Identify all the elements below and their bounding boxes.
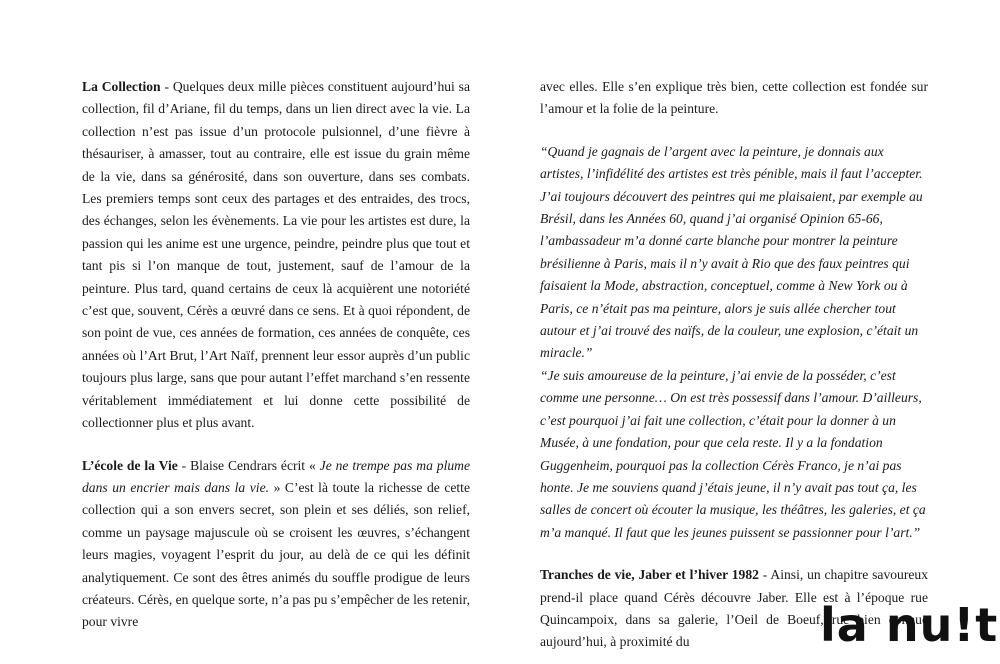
text-ecole-intro: - Blaise Cendrars écrit «: [177, 457, 320, 473]
left-column: [82, 76, 470, 634]
cendrars-quote: Je ne trempe pas ma plume dans un encrier mais dans la vie.: [82, 457, 470, 495]
text-tranches-de-vie: - Ainsi, un chapitre savoureux prend-il place quand Cérès découvre Jaber. Elle est à l’époque rue Quincampoix, dans sa galerie, l’Oeil de Boeuf, rue bien connue aujourd’hui, à proximité du: [540, 567, 928, 650]
quote-amoureuse: “Je suis amoureuse de la peinture, j’ai envie de la posséder, c’est comme une personne… On est très possessif dans l’amour. D’ailleurs, c’est pourquoi j’ai fait une collection, c’était pour la donner à un Musée, à une fondation, pour que cela reste. Il y a la fondation Guggenheim, pourquoi pas la collection Cérès Franco, je n’ai pas honte. Je me souviens quand j’étais jeune, il n’y avait pas tout ça, les salles de concert où écouter la musique, les théâtres, les galeries, et ça m’a manqué. Il faut que les jeunes puissent se passionner pour l’art.”: [540, 367, 926, 540]
text-la-collection: - Quelques deux mille pièces constituent aujourd’hui sa collection, fil d’Ariane, fil du temps, dans un lien direct avec la vie. La collection n’est pas issue d’un protocole pulsionnel, d’une fièvre à thésauriser, à amasser, tout au contraire, elle est issue du grain même de la vie, dans sa générosité, dans son ouverture, dans ses combats. Les premiers temps sont ceux des partages et des entraides, des trocs, des échanges, selon les évènements. La vie pour les artistes est dure, la passion qui les anime est une urgence, peindre, peindre plus que tout et tant pis si l’on manque de tout, justement, sauf de l’amour de la peinture. Plus tard, quand certains de ceux là acquièrent une notoriété c’est que, souvent, Cérès a œuvré dans ce sens. Et à quoi répondent, de son point de vue, ces années de formation, ces années de conquête, ces années où l’Art Brut, l’Art Naïf, prennent leur essor auprès d’un public toujours plus large, sans que pour autant l’effet marchand s’en ressente véritablement immédiatement et lui donne cette possibilité de collectionner plus et plus avant.: [82, 79, 470, 431]
right-column: [540, 76, 928, 654]
text-ecole-de-la-vie: » C’est là toute la richesse de cette collection qui a son envers secret, son plein et ses déliés, son relief, comme un paysage majuscule où se croisent les œuvres, s’échangent leurs magies, voyagent l’esprit du jour, au delà de ce qui les définit analytiquement. Ce sont des êtres animés du souffle prodigue de leurs créateurs. Cérès, en quelque sorte, n’a pas pu s’empêcher de les retenir, pour vivre: [82, 479, 470, 630]
heading-la-collection: La Collection: [82, 79, 161, 94]
paragraph-continuation: avec elles. Elle s’en explique très bien, cette collection est fondée sur l’amour et la folie de la peinture.: [540, 79, 928, 117]
la-nuit-logo: la nu!t: [820, 598, 999, 652]
heading-ecole-de-la-vie: L’école de la Vie: [82, 457, 178, 473]
paragraph-la-collection: [82, 76, 470, 435]
quote-peintres: “Quand je gagnais de l’argent avec la peinture, je donnais aux artistes, l’infidélité des artistes est très pénible, mais il faut l’accepter. J’ai toujours découvert des peintres qui me plaisaient, par exemple au Brésil, dans les Années 60, quand j’ai organisé Opinion 65-66, l’ambassadeur m’a donné carte blanche pour montrer la peinture brésilienne à Paris, mais il n’y avait à Rio que des faux peintres qui faisaient la Mode, abstraction, conceptuel, comme à New York ou à Paris, ce n’était pas ma peinture, alors je suis allée chercher tout autour et j’ai trouvé des naïfs, de la couleur, une explosion, c’était un miracle.”: [540, 143, 923, 361]
heading-tranches-de-vie: Tranches de vie, Jaber et l’hiver 1982: [540, 567, 759, 583]
paragraph-ecole-de-la-vie: [82, 455, 470, 634]
